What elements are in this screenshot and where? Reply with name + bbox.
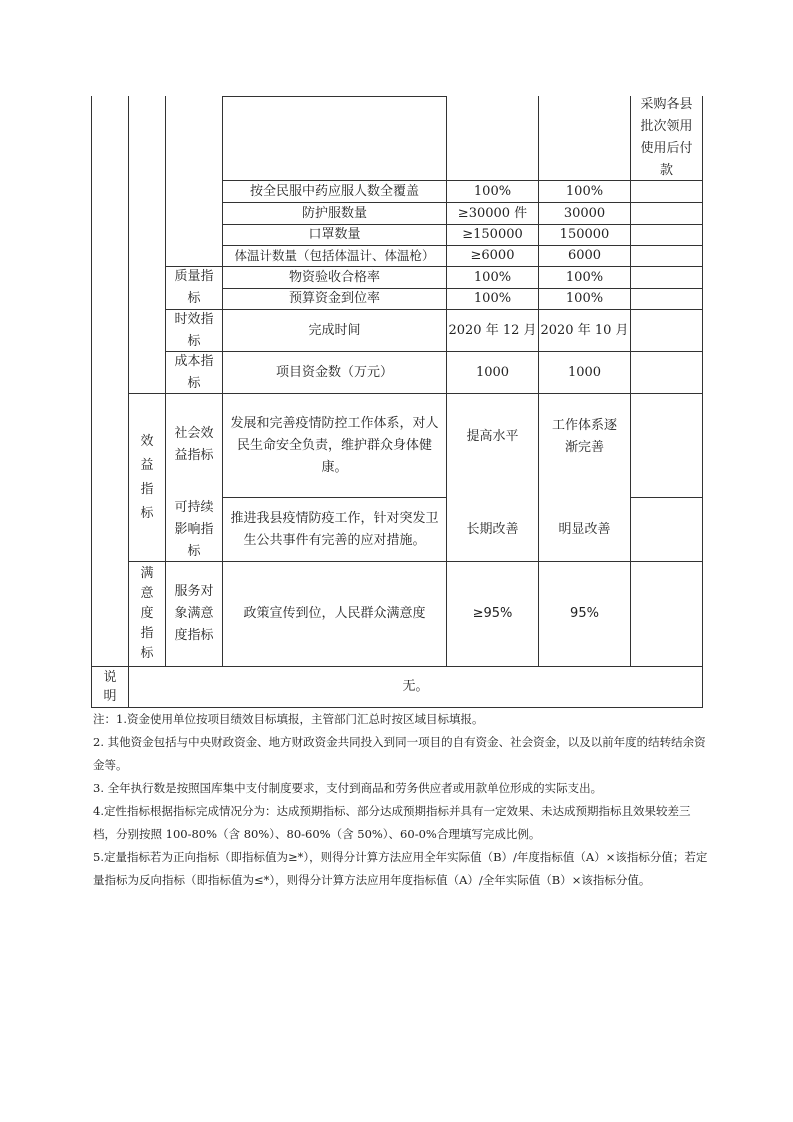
indicator-cell: 按全民服中药应服人数全覆盖: [249, 183, 419, 199]
remark-cell: [631, 96, 702, 180]
satisfaction-sub-label: 服务对象满意度指标: [174, 584, 214, 643]
indicator-cell: 口罩数量: [308, 227, 361, 242]
indicator-cell: 推进我县疫情防疫工作，针对突发卫生公共事件有完善的应对措施。: [230, 510, 439, 548]
actual-cell: 工作体系逐渐完善: [551, 418, 617, 455]
actual-cell: 100%: [565, 269, 604, 285]
timeliness-label: 时效指标: [174, 311, 214, 349]
actual-cell: 6000: [567, 248, 602, 263]
target-cell: 100%: [473, 269, 512, 285]
target-cell: ≥150000: [462, 227, 523, 242]
remark-text: 采购各县批次领用使用后付款: [640, 97, 693, 178]
indicator-cell: 防护服数量: [301, 205, 367, 221]
footnote-5: 5.定量指标若为正向指标（即指标值为≥*），则得分计算方法应用全年实际值（B）/年度指标值（A）×该指标分值；若定量指标为反向指标（即指标值为≤*），则得分计算方法应用年度指标值（A）/全年实际值（B）×该指标分值。: [93, 850, 708, 887]
footnote-3: 3. 全年执行数是按照国库集中支付制度要求，支付到商品和劳务供应者或用款单位形成的实际支出。: [93, 781, 603, 795]
target-cell: 100%: [473, 183, 512, 199]
actual-cell: 100%: [565, 183, 604, 199]
footnote-1: 注：1.资金使用单位按项目绩效目标填报，主管部门汇总时按区域目标填报。: [93, 712, 484, 726]
row-line: [630, 497, 703, 498]
actual-cell: 95%: [570, 606, 599, 621]
footnotes: [93, 708, 713, 892]
table-border-right: [702, 96, 703, 708]
indicator-cell: 政策宣传到位，人民群众满意度: [243, 606, 426, 621]
actual-cell: 1000: [567, 364, 602, 380]
row-line: [222, 96, 446, 97]
footnote-4: 4.定性指标根据指标完成情况分为：达成预期指标、部分达成预期指标并具有一定效果、未达成预期指标且效果较差三档，分别按照 100-80%（含 80%）、80-60%（含 50%）、60-0%合理填写完成比例。: [93, 804, 691, 841]
target-cell: 1000: [475, 364, 510, 380]
sustain-label: 可持续影响指标: [174, 499, 214, 559]
table-border-left: [91, 96, 92, 708]
note-row-label: 说明: [103, 670, 117, 704]
cost-label: 成本指标: [174, 353, 214, 391]
actual-cell: 100%: [565, 291, 604, 306]
indicator-cell: 项目资金数（万元）: [275, 364, 393, 380]
actual-cell: 150000: [559, 227, 610, 242]
target-cell: 2020 年 12 月: [448, 322, 537, 338]
note-row-value: 无。: [402, 679, 429, 694]
benefit-label: 效益指标: [140, 433, 154, 521]
indicator-cell: 物资验收合格率: [288, 269, 380, 285]
indicator-cell: 预算资金到位率: [288, 291, 380, 306]
actual-cell: 30000: [563, 205, 606, 221]
target-cell: 提高水平: [466, 429, 519, 444]
target-cell: ≥30000 件: [457, 205, 528, 221]
actual-cell: 2020 年 10 月: [540, 322, 629, 338]
satisfaction-label: 满意度指标: [140, 566, 154, 661]
social-benefit-label: 社会效益指标: [174, 426, 214, 463]
indicator-cell: 体温计数量（包括体温计、体温枪）: [234, 248, 435, 263]
quality-label: 质量指标: [174, 269, 214, 306]
target-cell: ≥95%: [472, 606, 513, 621]
indicator-cell: 发展和完善疫情防控工作体系，对人民生命安全负责，维护群众身体健康。: [230, 415, 439, 475]
indicator-cell: 完成时间: [308, 322, 361, 338]
actual-cell: 明显改善: [558, 522, 611, 537]
target-cell: 长期改善: [466, 522, 519, 537]
target-cell: 100%: [473, 291, 512, 306]
col-line: [630, 96, 631, 666]
footnote-2: 2. 其他资金包括与中央财政资金、地方财政资金共同投入到同一项目的自有资金、社会资金，以及以前年度的结转结余资金等。: [93, 735, 706, 772]
target-cell: ≥6000: [470, 248, 515, 263]
